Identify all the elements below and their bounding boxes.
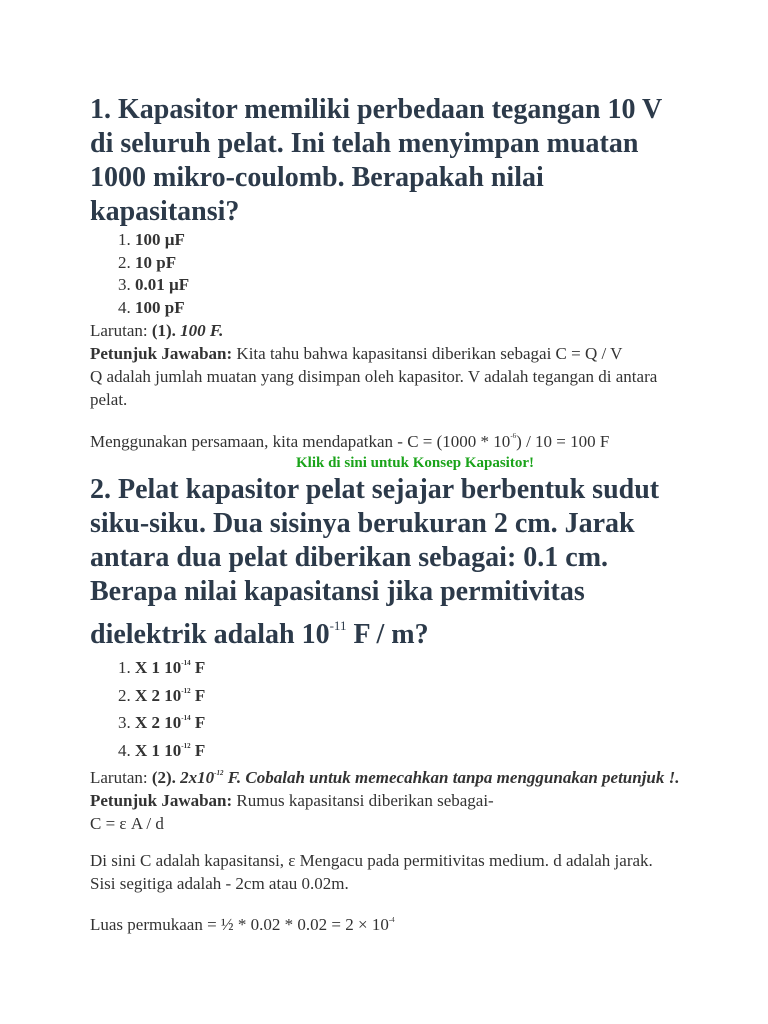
q2-title-post: F / m?	[346, 619, 429, 650]
q2-option-2-unit: F	[190, 685, 206, 705]
question-1-title: 1. Kapasitor memiliki perbedaan tegangan 10 V di seluruh pelat. Ini telah menyimpan muatan 1000 mikro-coulomb. Berapakah nilai kapasitansi?	[90, 94, 662, 227]
q2-hint-label: Petunjuk Jawaban:	[90, 791, 233, 810]
q1-solution	[90, 319, 680, 342]
q2-option-4-exponent: -12	[181, 741, 191, 750]
q2-option-4	[135, 735, 680, 763]
q2-solution-label: Larutan:	[90, 768, 148, 787]
q1-option-1: 1. 100 µF	[135, 229, 680, 252]
q2-option-4-base: X 1 10	[135, 740, 182, 760]
q2-option-2	[135, 680, 680, 708]
q1-option-3: 3. 0.01 µF	[135, 274, 680, 297]
q2-title-exponent: -11	[329, 618, 347, 633]
q1-solution-answer: 100 F.	[180, 321, 224, 340]
q2-option-1-base: X 1 10	[135, 658, 182, 677]
question-2-options	[90, 652, 680, 762]
q2-title-pre: 2. Pelat kapasitor pelat sejajar berbentuk sudut siku-siku. Dua sisinya berukuran 2 cm. Jarak antara dua pelat diberikan sebagai: 0.1 cm. Berapa nilai kapasitansi jika permitivitas dielektrik adalah 10	[90, 474, 660, 650]
q2-option-1	[135, 652, 680, 680]
q2-option-1-unit: F	[190, 658, 206, 677]
q1-calc-post: ) / 10 = 100 F	[516, 432, 610, 451]
q2-area-exponent: -4	[388, 916, 395, 924]
q1-calc-pre: Menggunakan persamaan, kita mendapatkan - C = (1000 * 10	[90, 432, 511, 451]
q1-option-2: 2. 10 pF	[135, 252, 680, 275]
q2-area	[90, 909, 680, 936]
q2-hint-text: Rumus kapasitansi diberikan sebagai-	[236, 791, 494, 810]
question-2-title	[90, 473, 680, 652]
q1-calculation	[90, 425, 680, 453]
q2-hint	[90, 789, 680, 812]
q1-calc-exponent: -6	[510, 432, 517, 440]
q2-option-2-exponent: -12	[181, 686, 191, 695]
q2-area-pre: Luas permukaan = ½ * 0.02 * 0.02 = 2 × 10	[90, 915, 389, 934]
q1-hint	[90, 342, 680, 365]
q2-option-3-base: X 2 10	[135, 713, 182, 732]
q2-solution-answer	[180, 768, 679, 787]
capacitor-concept-link[interactable]: Klik di sini untuk Konsep Kapasitor!	[296, 455, 534, 471]
q2-option-4-unit: F	[190, 740, 206, 760]
q2-option-1-exponent: -14	[181, 659, 191, 667]
q1-hint-text: Kita tahu bahwa kapasitansi diberikan sebagai C = Q / V	[236, 344, 623, 363]
q2-option-3-unit: F	[190, 713, 206, 732]
q2-option-3	[135, 707, 680, 735]
q1-option-4: 4. 100 pF	[135, 297, 680, 320]
q2-solution-base: 2x10	[180, 768, 215, 787]
article-content	[90, 93, 680, 936]
q2-solution-number: (2).	[151, 768, 176, 787]
q2-explanation: Di sini C adalah kapasitansi, ε Mengacu pada permitivitas medium. d adalah jarak. Sisi segitiga adalah - 2cm atau 0.02m.	[90, 851, 653, 893]
q1-hint-label: Petunjuk Jawaban:	[90, 344, 233, 363]
q2-formula: C = ε A / d	[90, 814, 164, 833]
q2-option-3-exponent: -14	[181, 714, 191, 722]
q1-solution-number: (1).	[151, 321, 176, 340]
q2-solution-exponent: -12	[214, 769, 224, 777]
question-1-options	[90, 229, 680, 319]
q1-solution-label: Larutan:	[90, 321, 148, 340]
q2-solution-rest: F. Cobalah untuk memecahkan tanpa menggunakan petunjuk !.	[223, 768, 680, 787]
q1-explanation: Q adalah jumlah muatan yang disimpan oleh kapasitor. V adalah tegangan di antara pelat.	[90, 367, 658, 409]
q2-solution	[90, 762, 680, 789]
q2-option-2-base: X 2 10	[135, 685, 182, 705]
